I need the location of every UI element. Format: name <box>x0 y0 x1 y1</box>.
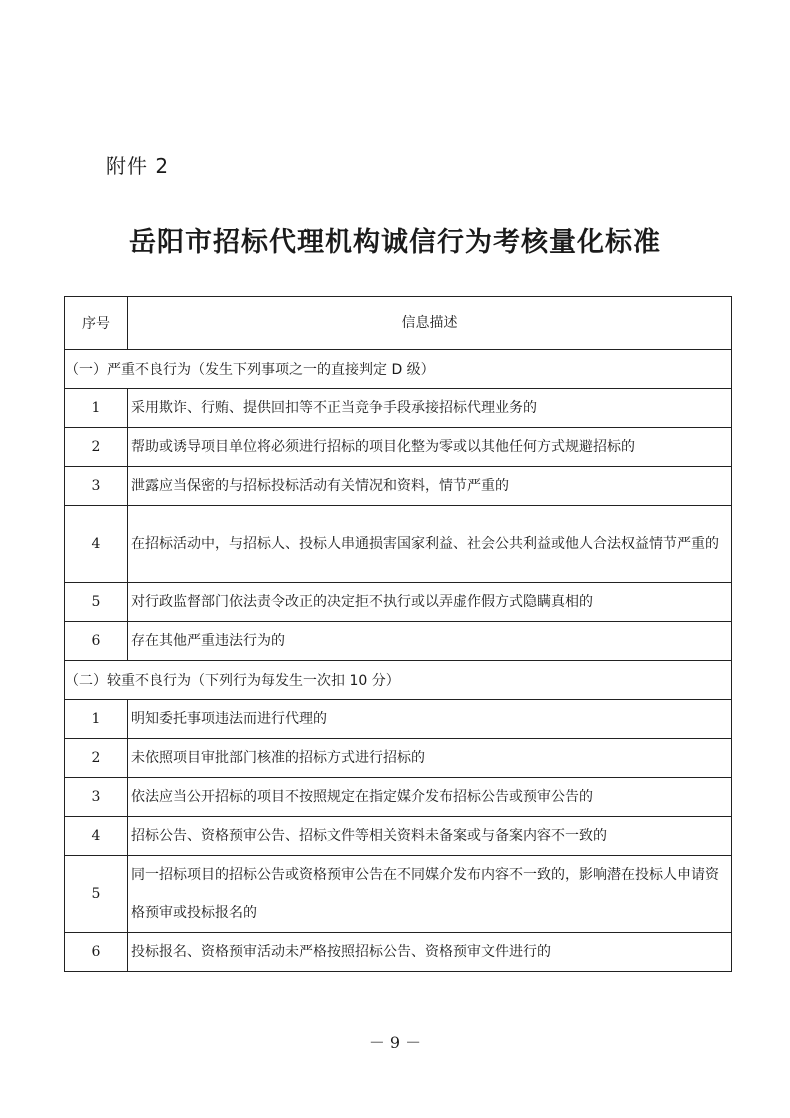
table-row <box>65 856 732 933</box>
row-description: 同一招标项目的招标公告或资格预审公告在不同媒介发布内容不一致的，影响潜在投标人申请资格预审或投标报名的 <box>128 856 732 933</box>
row-description: 存在其他严重违法行为的 <box>128 622 732 661</box>
row-number: 5 <box>65 583 128 622</box>
page-number: － 9 － <box>368 1033 422 1052</box>
section-heading-row <box>65 350 732 389</box>
row-number: 1 <box>65 389 128 428</box>
table-row <box>65 817 732 856</box>
table-row <box>65 739 732 778</box>
table-row <box>65 428 732 467</box>
row-number: 6 <box>65 933 128 972</box>
row-number: 6 <box>65 622 128 661</box>
row-description: 依法应当公开招标的项目不按照规定在指定媒介发布招标公告或预审公告的 <box>128 778 732 817</box>
row-description: 招标公告、资格预审公告、招标文件等相关资料未备案或与备案内容不一致的 <box>128 817 732 856</box>
row-description: 明知委托事项违法而进行代理的 <box>128 700 732 739</box>
section-heading-row <box>65 661 732 700</box>
row-description: 泄露应当保密的与招标投标活动有关情况和资料，情节严重的 <box>128 467 732 506</box>
row-description: 对行政监督部门依法责令改正的决定拒不执行或以弄虚作假方式隐瞒真相的 <box>128 583 732 622</box>
row-number: 5 <box>65 856 128 933</box>
table-row <box>65 583 732 622</box>
table-row <box>65 933 732 972</box>
section-heading: （二）较重不良行为（下列行为每发生一次扣 10 分） <box>65 661 732 700</box>
table-row <box>65 700 732 739</box>
attachment-label: 附件 2 <box>106 154 170 178</box>
header-number: 序号 <box>65 297 128 350</box>
row-description: 投标报名、资格预审活动未严格按照招标公告、资格预审文件进行的 <box>128 933 732 972</box>
section-heading: （一）严重不良行为（发生下列事项之一的直接判定 D 级） <box>65 350 732 389</box>
row-number: 2 <box>65 739 128 778</box>
table-row <box>65 389 732 428</box>
standards-table <box>64 296 732 972</box>
row-number: 2 <box>65 428 128 467</box>
table-row <box>65 622 732 661</box>
row-description: 采用欺诈、行贿、提供回扣等不正当竞争手段承接招标代理业务的 <box>128 389 732 428</box>
table-header-row <box>65 297 732 350</box>
document-title: 岳阳市招标代理机构诚信行为考核量化标准 <box>129 227 661 258</box>
table-row <box>65 506 732 583</box>
row-number: 1 <box>65 700 128 739</box>
row-number: 4 <box>65 817 128 856</box>
row-number: 3 <box>65 467 128 506</box>
row-number: 3 <box>65 778 128 817</box>
table-row <box>65 778 732 817</box>
row-number: 4 <box>65 506 128 583</box>
row-description: 帮助或诱导项目单位将必须进行招标的项目化整为零或以其他任何方式规避招标的 <box>128 428 732 467</box>
table-row <box>65 467 732 506</box>
row-description: 未依照项目审批部门核准的招标方式进行招标的 <box>128 739 732 778</box>
header-description: 信息描述 <box>128 297 732 350</box>
row-description: 在招标活动中，与招标人、投标人串通损害国家利益、社会公共利益或他人合法权益情节严重的 <box>128 506 732 583</box>
